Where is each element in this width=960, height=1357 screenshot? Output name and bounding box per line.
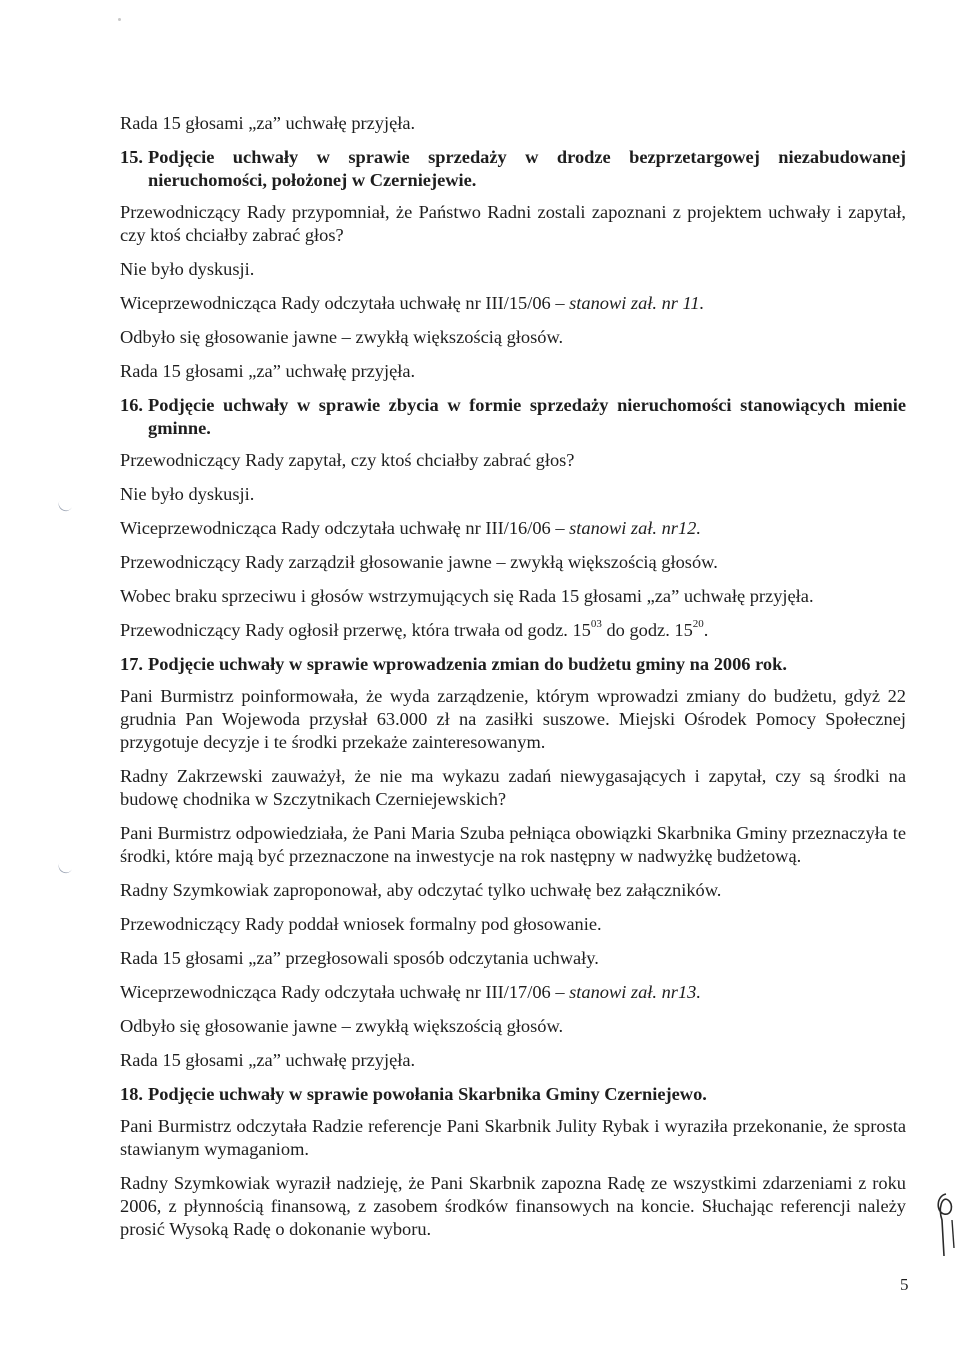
section-title: Podjęcie uchwały w sprawie sprzedaży w drodze bezprzetargowej niezabudowanej nieruchomości, położonej w Czerniejewie. xyxy=(148,147,906,190)
paragraph: Radny Szymkowiak wyraził nadzieję, że Pani Skarbnik zapozna Radę ze wszystkimi zdarzeniami z roku 2006, z płynnością finansową, z zasobem środków finansowych na koncie. Słuchając referencji należy prosić Wysoką Radę o dokonanie wyboru. xyxy=(120,1173,906,1239)
paragraph xyxy=(120,517,906,540)
paragraph-text: Wiceprzewodnicząca Rady odczytała uchwałę nr III/16/06 – xyxy=(120,518,570,538)
paragraph xyxy=(120,619,906,642)
page-number: 5 xyxy=(900,1275,909,1294)
paragraph: Odbyło się głosowanie jawne – zwykłą większością głosów. xyxy=(120,327,564,347)
section-heading-17 xyxy=(120,653,906,676)
document-body xyxy=(120,112,906,1252)
paragraph: Radny Zakrzewski zauważył, że nie ma wykazu zadań niewygasających i zapytał, czy są środki na budowę chodnika w Szczytnikach Czerniejewskich? xyxy=(120,766,906,809)
attachment-reference: stanowi zał. nr12. xyxy=(569,518,701,538)
paragraph: Przewodniczący Rady zapytał, czy ktoś chciałby zabrać głos? xyxy=(120,450,575,470)
paragraph xyxy=(120,292,906,315)
section-number: 18. xyxy=(120,1084,143,1104)
section-title: Podjęcie uchwały w sprawie wprowadzenia zmian do budżetu gminy na 2006 rok. xyxy=(148,654,787,674)
paragraph-text: . xyxy=(703,620,709,640)
paragraph-text: Wiceprzewodnicząca Rady odczytała uchwałę nr III/17/06 – xyxy=(120,982,570,1002)
section-heading-18 xyxy=(120,1083,906,1106)
paragraph: Nie było dyskusji. xyxy=(120,259,255,279)
paragraph: Pani Burmistrz poinformowała, że wyda zarządzenie, którym wprowadzi zmiany do budżetu, gdyż 22 grudnia Pan Wojewoda przysłał 63.000 zł na zasiłki suszowe. Miejski Ośrodek Pomocy Społecznej przygotuje decyzje i te środki przekaże zainteresowanym. xyxy=(120,686,906,752)
scan-speck xyxy=(118,18,121,21)
paragraph: Przewodniczący Rady zarządził głosowanie jawne – zwykłą większością głosów. xyxy=(120,552,718,572)
attachment-reference: stanowi zał. nr 11. xyxy=(569,293,705,313)
margin-mark xyxy=(56,860,73,876)
paragraph: Pani Burmistrz odpowiedziała, że Pani Maria Szuba pełniąca obowiązki Skarbnika Gminy przeznaczyła te środki, które mają być przeznaczone na inwestycje na rok następny w nadwyżkę budżetową. xyxy=(120,823,906,866)
paragraph: Rada 15 głosami „za” przegłosowali sposób odczytania uchwały. xyxy=(120,948,599,968)
paragraph: Przewodniczący Rady poddał wniosek formalny pod głosowanie. xyxy=(120,914,602,934)
time-minutes: 03 xyxy=(590,617,602,630)
section-number: 15. xyxy=(120,147,143,167)
section-heading-16 xyxy=(120,394,906,440)
paragraph-text: Przewodniczący Rady ogłosił przerwę, która trwała od godz. 15 xyxy=(120,620,591,640)
paragraph: Nie było dyskusji. xyxy=(120,484,255,504)
section-number: 16. xyxy=(120,395,143,415)
margin-mark xyxy=(56,498,73,514)
paragraph: Rada 15 głosami „za” uchwałę przyjęła. xyxy=(120,1050,416,1070)
section-heading-15 xyxy=(120,146,906,192)
paragraph: Rada 15 głosami „za” uchwałę przyjęła. xyxy=(120,113,416,133)
attachment-reference: stanowi zał. nr13. xyxy=(569,982,701,1002)
paragraph: Wobec braku sprzeciwu i głosów wstrzymujących się Rada 15 głosami „za” uchwałę przyjęła. xyxy=(120,586,814,606)
paragraph: Rada 15 głosami „za” uchwałę przyjęła. xyxy=(120,361,416,381)
section-title: Podjęcie uchwały w sprawie zbycia w formie sprzedaży nieruchomości stanowiących mienie gminne. xyxy=(148,395,906,438)
section-number: 17. xyxy=(120,654,143,674)
paragraph: Radny Szymkowiak zaproponował, aby odczytać tylko uchwałę bez załączników. xyxy=(120,880,722,900)
paragraph-text: do godz. 15 xyxy=(601,620,693,640)
handwritten-initials xyxy=(932,1190,960,1260)
time-minutes: 20 xyxy=(692,617,704,630)
section-title: Podjęcie uchwały w sprawie powołania Skarbnika Gminy Czerniejewo. xyxy=(148,1084,707,1104)
paragraph: Odbyło się głosowanie jawne – zwykłą większością głosów. xyxy=(120,1016,564,1036)
paragraph: Przewodniczący Rady przypomniał, że Państwo Radni zostali zapoznani z projektem uchwały i zapytał, czy ktoś chciałby zabrać głos? xyxy=(120,202,906,245)
paragraph: Pani Burmistrz odczytała Radzie referencje Pani Skarbnik Julity Rybak i wyraziła przekonanie, że sprosta stawianym wymaganiom. xyxy=(120,1116,906,1159)
paragraph-text: Wiceprzewodnicząca Rady odczytała uchwałę nr III/15/06 – xyxy=(120,293,570,313)
paragraph xyxy=(120,981,906,1004)
